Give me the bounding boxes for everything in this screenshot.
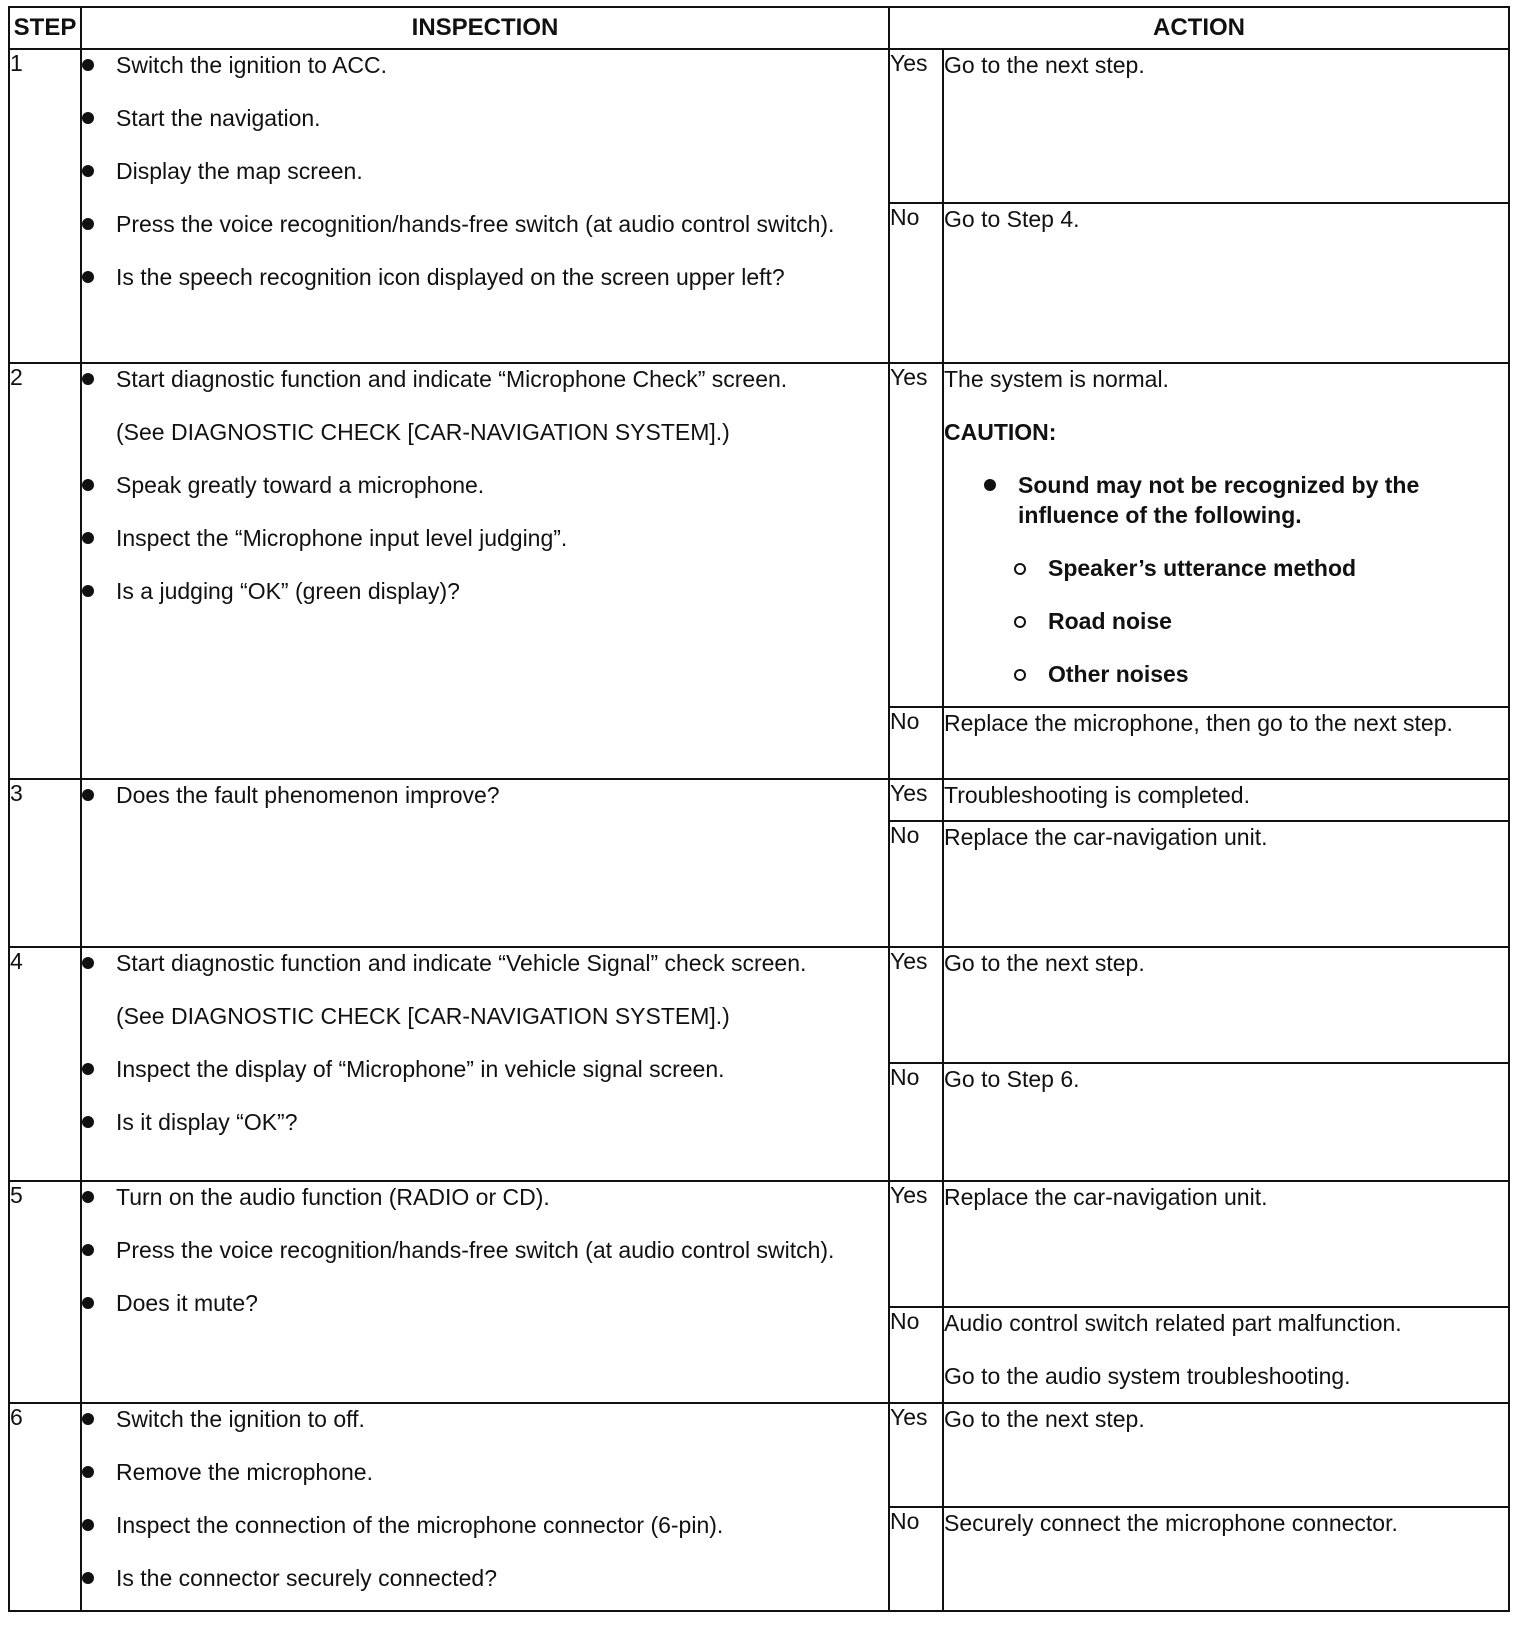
step-number: 6 [9,1403,81,1611]
caution-item: Other noises [1014,659,1508,689]
no-label: No [889,1063,943,1181]
inspection-item: Speak greatly toward a microphone. [82,470,888,500]
inspection-item: Inspect the “Microphone input level judging”. [82,523,888,553]
yes-label: Yes [889,49,943,203]
inspection-item: Turn on the audio function (RADIO or CD). [82,1182,888,1212]
header-row [9,7,1509,49]
caution-item: Road noise [1014,606,1508,636]
step-number: 1 [9,49,81,363]
no-label: No [889,1307,943,1403]
yes-label: Yes [889,779,943,821]
no-action: Audio control switch related part malfunction. [944,1310,1402,1336]
reference-note: (See DIAGNOSTIC CHECK [CAR-NAVIGATION SYSTEM].) [116,1003,730,1029]
step-number: 5 [9,1181,81,1403]
table-row [9,363,1509,707]
inspection-item: Start diagnostic function and indicate “Vehicle Signal” check screen. [82,948,888,978]
table-row [9,947,1509,1063]
no-action: Replace the car-navigation unit. [943,821,1509,947]
inspection-item: Is a judging “OK” (green display)? [82,576,888,606]
step-number: 4 [9,947,81,1181]
caution-title: CAUTION: [944,419,1057,445]
no-action: Securely connect the microphone connector. [943,1507,1509,1611]
inspection-item: Does it mute? [82,1288,888,1318]
yes-action: Troubleshooting is completed. [943,779,1509,821]
inspection-cell [81,947,889,1181]
inspection-item: Inspect the connection of the microphone connector (6-pin). [82,1510,888,1540]
yes-action: Go to the next step. [943,1403,1509,1507]
inspection-cell [81,1181,889,1403]
inspection-item: Switch the ignition to off. [82,1404,888,1434]
inspection-item: Press the voice recognition/hands-free switch (at audio control switch). [82,209,888,239]
no-label: No [889,1507,943,1611]
table-row [9,779,1509,821]
header-inspection: INSPECTION [81,7,889,49]
no-action-cell [943,1307,1509,1403]
yes-action-cell [943,363,1509,707]
step-number: 2 [9,363,81,779]
yes-action: Go to the next step. [943,49,1509,203]
troubleshooting-table [8,6,1510,1612]
yes-action: The system is normal. [944,366,1169,392]
no-action: Replace the microphone, then go to the next step. [943,707,1509,779]
no-label: No [889,821,943,947]
no-action-followup: Go to the audio system troubleshooting. [944,1363,1351,1389]
inspection-item: Display the map screen. [82,156,888,186]
yes-label: Yes [889,1403,943,1507]
no-label: No [889,707,943,779]
inspection-cell [81,363,889,779]
inspection-item: Does the fault phenomenon improve? [82,780,888,810]
table-row [9,1403,1509,1507]
no-action: Go to Step 4. [943,203,1509,363]
inspection-item: Is it display “OK”? [82,1107,888,1137]
inspection-item: Is the connector securely connected? [82,1563,888,1593]
inspection-item: Switch the ignition to ACC. [82,50,888,80]
inspection-cell [81,779,889,947]
no-action: Go to Step 6. [943,1063,1509,1181]
yes-label: Yes [889,363,943,707]
no-label: No [889,203,943,363]
header-step: STEP [9,7,81,49]
reference-note: (See DIAGNOSTIC CHECK [CAR-NAVIGATION SYSTEM].) [116,419,730,445]
step-number: 3 [9,779,81,947]
yes-action: Replace the car-navigation unit. [943,1181,1509,1307]
inspection-item: Is the speech recognition icon displayed on the screen upper left? [82,262,888,292]
inspection-item: Press the voice recognition/hands-free switch (at audio control switch). [82,1235,888,1265]
table-row [9,1181,1509,1307]
caution-bullet: Sound may not be recognized by the influence of the following. [984,470,1508,530]
inspection-item: Inspect the display of “Microphone” in vehicle signal screen. [82,1054,888,1084]
inspection-item: Start the navigation. [82,103,888,133]
table-row [9,49,1509,203]
yes-label: Yes [889,1181,943,1307]
inspection-item: Remove the microphone. [82,1457,888,1487]
inspection-cell [81,49,889,363]
inspection-cell [81,1403,889,1611]
header-action: ACTION [889,7,1509,49]
yes-action: Go to the next step. [943,947,1509,1063]
caution-item: Speaker’s utterance method [1014,553,1508,583]
inspection-item: Start diagnostic function and indicate “Microphone Check” screen. [82,364,888,394]
yes-label: Yes [889,947,943,1063]
